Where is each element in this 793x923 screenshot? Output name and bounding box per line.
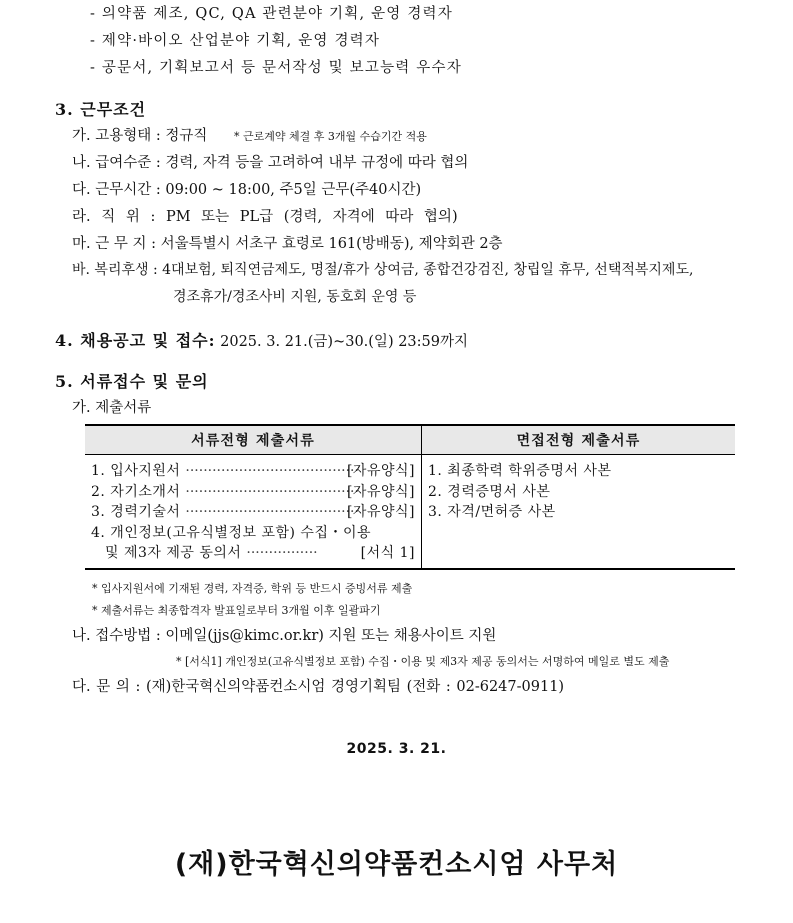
employment-label: 가. 고용형태 : xyxy=(72,128,161,144)
doc-name: 2. 자기소개서 xyxy=(91,483,181,500)
recruitment-period: 2025. 3. 21.(금)~30.(일) 23:59까지 xyxy=(220,334,469,350)
list-item xyxy=(91,482,415,503)
list-item xyxy=(91,543,415,564)
list-item: 3. 자격/면허증 사본 xyxy=(428,504,556,520)
qualification-item: - 의약품 제조, QC, QA 관련분야 기획, 운영 경력자 xyxy=(90,6,453,22)
screening-docs-cell xyxy=(85,455,422,570)
col-header-screening: 서류전형 제출서류 xyxy=(85,425,422,455)
interview-docs-cell xyxy=(422,455,736,570)
employment-type xyxy=(72,124,427,145)
list-item xyxy=(91,523,415,544)
salary-line: 나. 급여수준 : 경력, 자격 등을 고려하여 내부 규정에 따라 협의 xyxy=(72,155,469,171)
leader-dots: ······································· xyxy=(185,504,359,520)
list-item: 1. 최종학력 학위증명서 사본 xyxy=(428,463,612,479)
doc-name: 및 제3자 제공 동의서 xyxy=(105,545,242,561)
doc-format-tag: [자유양식] xyxy=(346,463,415,479)
section-heading-recruitment: 4. 채용공고 및 접수: xyxy=(55,331,216,350)
employment-note: * 근로계약 체결 후 3개월 수습기간 적용 xyxy=(234,130,427,143)
list-item xyxy=(91,502,415,523)
note-evidence: * 입사지원서에 기재된 경력, 자격증, 학위 등 반드시 증빙서류 제출 xyxy=(92,582,413,595)
list-item: 2. 경력증명서 사본 xyxy=(428,483,551,500)
employment-value: 정규직 xyxy=(165,128,208,144)
leader-dots: ················ xyxy=(246,545,318,561)
recruitment-line xyxy=(55,328,468,351)
qualification-item: - 제약·바이오 산업분야 기획, 운영 경력자 xyxy=(90,33,381,49)
doc-name: 4. 개인정보(고유식별정보 포함) 수집・이용 xyxy=(91,524,372,541)
contact-line: 다. 문 의 : (재)한국혁신의약품컨소시엄 경영기획팀 (전화 : 02-6247-0911) xyxy=(72,679,565,695)
method-note: * [서식1] 개인정보(고유식별정보 포함) 수집・이용 및 제3자 제공 동의서는 서명하여 메일로 별도 제출 xyxy=(176,655,670,668)
list-item xyxy=(91,461,415,482)
documents-label: 가. 제출서류 xyxy=(72,400,152,416)
qualification-item: - 공문서, 기획보고서 등 문서작성 및 보고능력 우수자 xyxy=(90,60,462,76)
note-disposal: * 제출서류는 최종합격자 발표일로부터 3개월 이후 일괄파기 xyxy=(92,604,381,617)
organization-name: (재)한국혁신의약품컨소시엄 사무처 xyxy=(174,849,619,880)
welfare-line-cont: 경조휴가/경조사비 지원, 동호회 운영 등 xyxy=(173,289,417,305)
doc-name: 1. 입사지원서 xyxy=(91,463,181,479)
leader-dots: ······································· xyxy=(185,463,359,479)
doc-format-tag: [서식 1] xyxy=(360,545,415,561)
leader-dots: ······································· xyxy=(185,483,359,500)
submission-method: 나. 접수방법 : 이메일(jjs@kimc.or.kr) 지원 또는 채용사이트 지원 xyxy=(72,628,497,644)
position-line: 라. 직 위 : PM 또는 PL급 (경력, 자격에 따라 협의) xyxy=(72,209,458,225)
col-header-interview: 면접전형 제출서류 xyxy=(422,425,736,455)
section-heading-conditions: 3. 근무조건 xyxy=(55,100,147,119)
location-line: 마. 근 무 지 : 서울특별시 서초구 효령로 161(방배동), 제약회관 2층 xyxy=(72,236,503,252)
doc-format-tag: [자유양식] xyxy=(346,504,415,520)
documents-table xyxy=(85,424,735,570)
welfare-line: 바. 복리후생 : 4대보험, 퇴직연금제도, 명절/휴가 상여금, 종합건강검진, 창립일 휴무, 선택적복지제도, xyxy=(72,262,694,278)
doc-format-tag: [자유양식] xyxy=(346,483,415,500)
doc-name: 3. 경력기술서 xyxy=(91,504,181,520)
section-heading-application: 5. 서류접수 및 문의 xyxy=(55,372,209,391)
hours-line: 다. 근무시간 : 09:00 ~ 18:00, 주5일 근무(주40시간) xyxy=(72,182,422,198)
issue-date: 2025. 3. 21. xyxy=(346,741,447,757)
